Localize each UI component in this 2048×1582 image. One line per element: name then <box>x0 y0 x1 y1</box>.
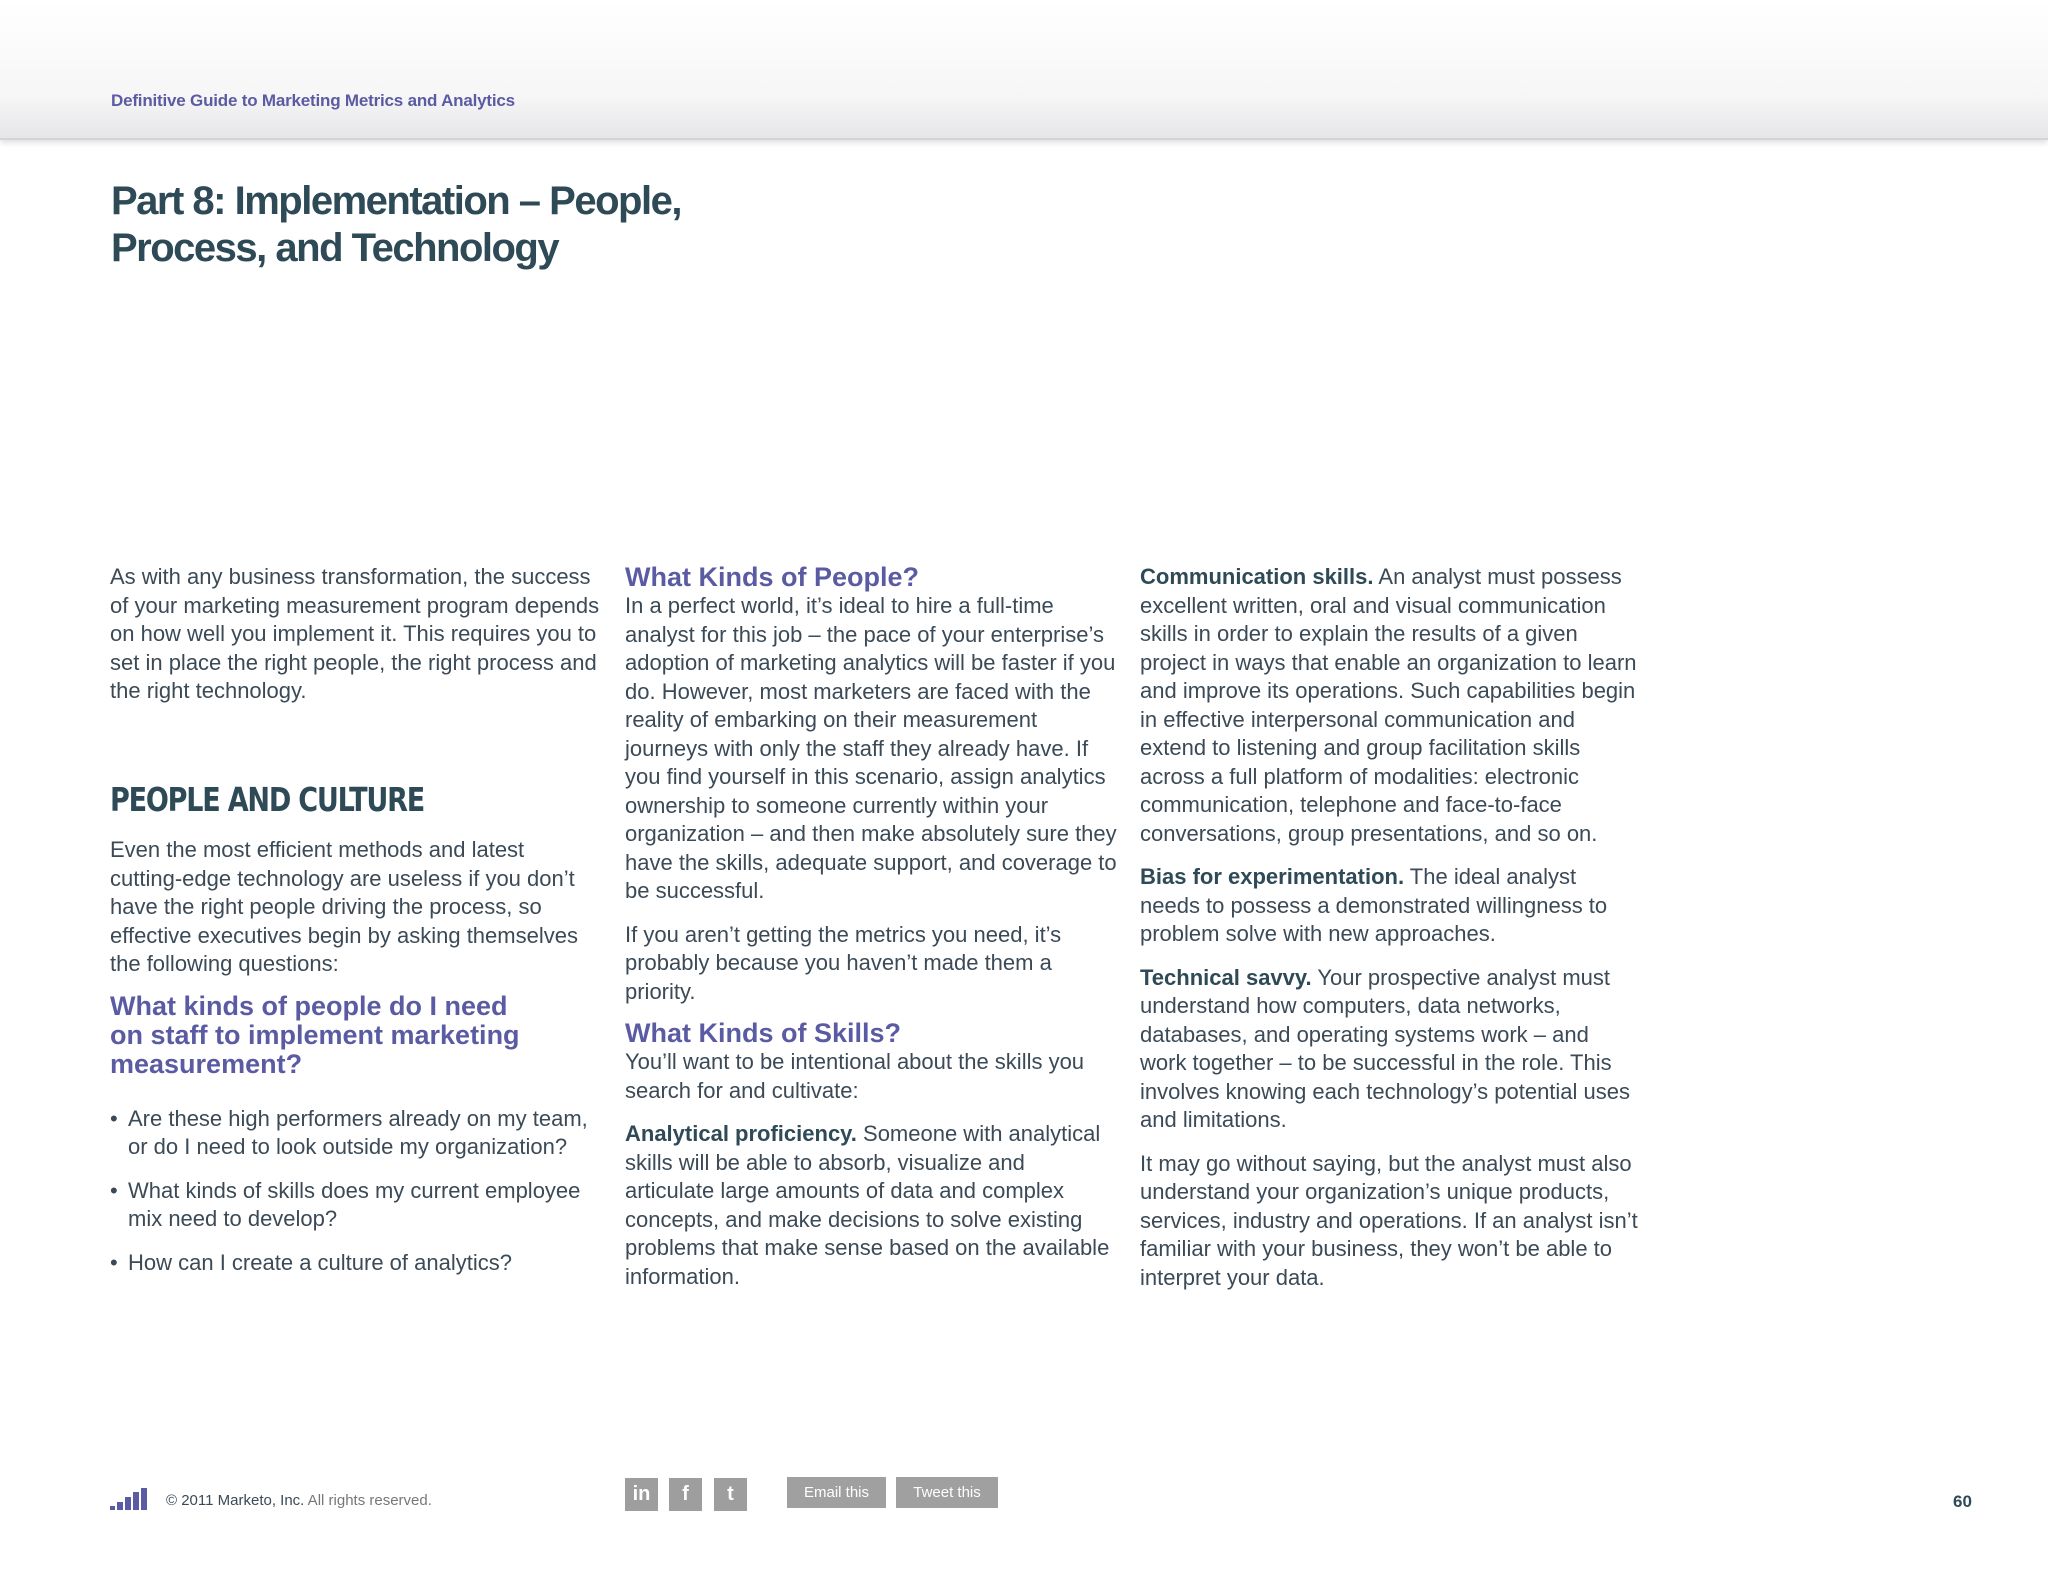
column-left <box>110 563 600 1292</box>
communication-skills-lead: Communication skills. <box>1140 564 1374 589</box>
technical-savvy-text: Your prospective analyst must understand how computers, data networks, databases, and operating systems work – and work together – to be successful in the role. This involves knowing each technology’s potential uses and limitations. <box>1140 964 1631 1132</box>
intro-paragraph: As with any business transformation, the success of your marketing measurement program depends on how well you implement it. This requires you to set in place the right people, the right process and the right technology. <box>110 564 600 703</box>
twitter-icon[interactable]: t <box>714 1478 747 1511</box>
page-title-line1: Part 8: Implementation – People, <box>111 179 681 223</box>
technical-savvy-lead: Technical savvy. <box>1140 964 1312 990</box>
copyright-rights: All rights reserved. <box>304 1492 432 1509</box>
question-heading: What kinds of people do I need on staff to implement marketing measurement? <box>110 990 520 1079</box>
heading-kinds-of-people: What Kinds of People? <box>625 562 919 592</box>
kinds-of-people-paragraph: In a perfect world, it’s ideal to hire a full-time analyst for this job – the pace of your enterprise’s adoption of marketing analytics will be faster if you do. However, most marketers are faced with the reality of embarking on their measurement journeys with only the staff they already have. If you find yourself in this scenario, assign analytics ownership to someone currently within your organization – and then make absolutely sure they have the skills, adequate support, and coverage to be successful. <box>625 593 1117 903</box>
tweet-this-button[interactable]: Tweet this <box>896 1477 998 1508</box>
heading-kinds-of-skills: What Kinds of Skills? <box>625 1018 902 1048</box>
footer <box>0 1470 2048 1530</box>
page-title <box>111 178 811 272</box>
header-band <box>0 0 2048 140</box>
email-this-button[interactable]: Email this <box>787 1477 886 1508</box>
question-list <box>110 1105 600 1278</box>
bias-experimentation-lead: Bias for experimentation. <box>1140 864 1405 889</box>
marketo-logo-icon <box>110 1488 148 1514</box>
list-item: • How can I create a culture of analytics? <box>110 1249 600 1278</box>
technical-savvy-paragraph <box>1140 964 1640 1135</box>
list-item: • What kinds of skills does my current employee mix need to develop? <box>110 1177 600 1234</box>
column-right <box>1140 563 1640 1292</box>
metrics-priority-paragraph: If you aren’t getting the metrics you need, it’s probably because you haven’t made them a priority. <box>625 921 1062 1004</box>
closing-paragraph: It may go without saying, but the analyst must also understand your organization’s unique products, services, industry and operations. If an analyst isn’t familiar with your business, they won’t be able to interpret your data. <box>1140 1150 1638 1290</box>
analytical-proficiency-paragraph <box>625 1120 1117 1291</box>
section-heading-people-culture: PEOPLE AND CULTURE <box>110 779 424 819</box>
kinds-of-skills-paragraph: You’ll want to be intentional about the skills you search for and cultivate: <box>625 1049 1085 1103</box>
page-title-line2: Process, and Technology <box>111 226 559 270</box>
column-middle <box>625 563 1117 1291</box>
people-culture-paragraph: Even the most efficient methods and latest cutting-edge technology are useless if you don’t have the right people driving the process, so effective executives begin by asking themselves the following questions: <box>110 837 578 976</box>
communication-skills-text: An analyst must possess excellent written, oral and visual communication skills in order to explain the results of a given project in ways that enable an organization to learn and improve its operations. Such capabilities begin in effective interpersonal communication and extend to listening and group facilitation skills across a full platform of modalities: electronic communication, telephone and face-to-face conversations, group presentations, and so on. <box>1140 564 1637 846</box>
analytical-proficiency-lead: Analytical proficiency. <box>625 1121 857 1146</box>
analytical-proficiency-text: Someone with analytical skills will be able to absorb, visualize and articulate large amounts of data and complex concepts, and make decisions to solve existing problems that make sense based on the available information. <box>625 1121 1110 1289</box>
communication-skills-paragraph <box>1140 563 1640 848</box>
page-number: 60 <box>1953 1492 1972 1511</box>
document-title: Definitive Guide to Marketing Metrics and Analytics <box>111 91 515 110</box>
linkedin-icon[interactable]: in <box>625 1478 658 1511</box>
copyright-text <box>166 1492 432 1509</box>
copyright-main: © 2011 Marketo, Inc. <box>166 1492 305 1509</box>
facebook-icon[interactable]: f <box>669 1478 702 1511</box>
list-item: • Are these high performers already on my team, or do I need to look outside my organization? <box>110 1105 600 1162</box>
bias-experimentation-paragraph <box>1140 863 1640 949</box>
bias-experimentation-text: The ideal analyst needs to possess a demonstrated willingness to problem solve with new approaches. <box>1140 864 1608 946</box>
